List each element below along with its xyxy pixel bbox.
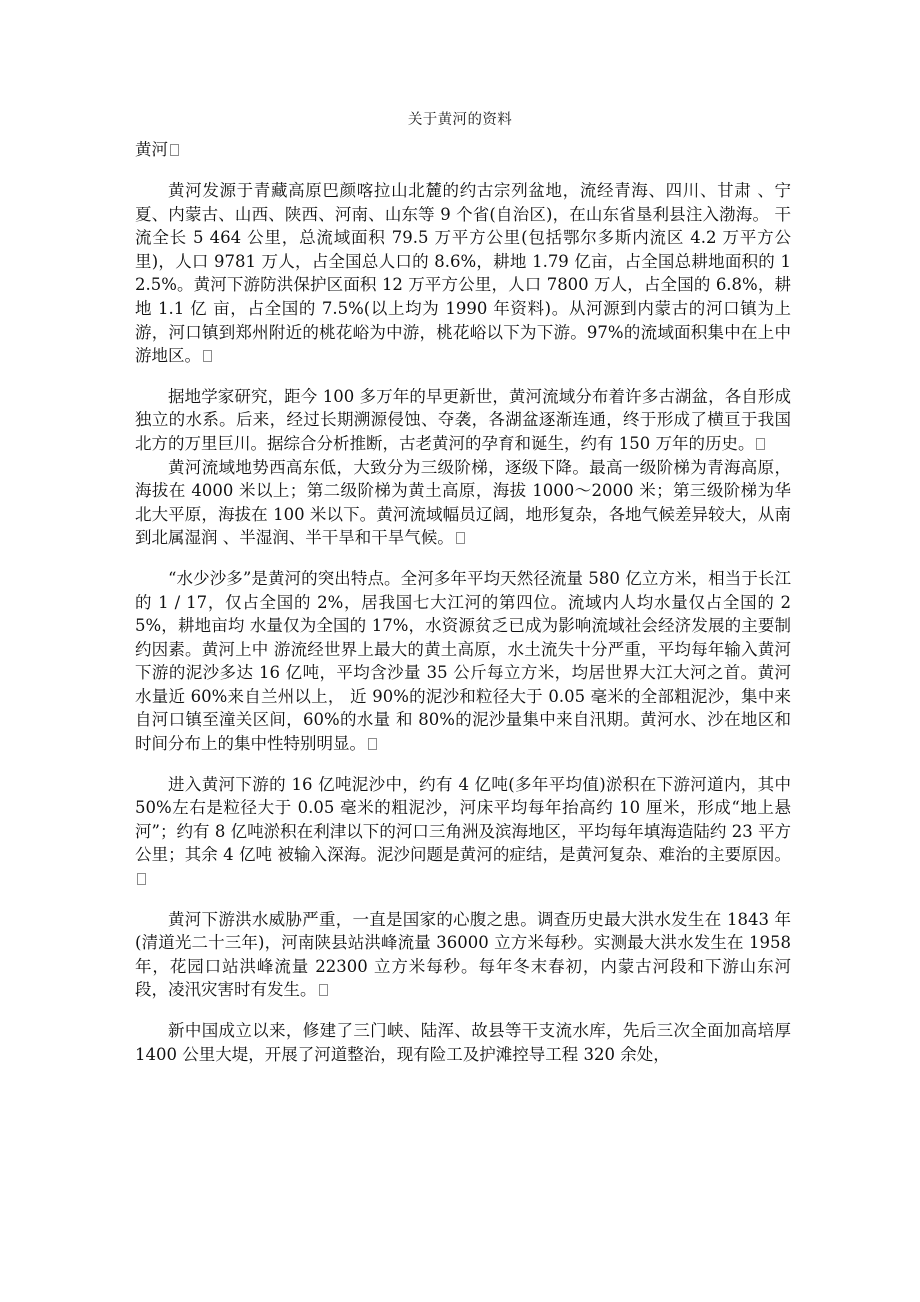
tofu-box-icon — [756, 438, 765, 450]
subheading-text: 黄河 — [135, 140, 168, 159]
paragraph — [135, 456, 791, 550]
page-title: 关于黄河的资料 — [407, 112, 513, 128]
paragraph — [135, 567, 791, 756]
paragraph-text: 进入黄河下游的 16 亿吨泥沙中，约有 4 亿吨(多年平均值)淤积在下游河道内，其中 50%左右是粒径大于 0.05 毫米的粗泥沙，河床平均每年抬高约 10 厘米，形成“地上悬河”；约有 8 亿吨淤积在利津以下的河口三角洲及滨海地区，平均每年填海造陆约 23 平方公里；其余 4 亿吨 被输入深海。泥沙问题是黄河的症结，是黄河复杂、难治的主要原因。 — [135, 774, 791, 865]
tofu-box-icon — [368, 738, 377, 750]
section-subheading — [135, 138, 791, 162]
paragraph-text: 黄河流域地势西高东低，大致分为三级阶梯，逐级下降。最高一级阶梯为青海高原，海拔在 4000 米以上；第二级阶梯为黄土高原，海拔 1000～2000 米；第三级阶梯为华北大平原，海拔在 100 米以下。黄河流域幅员辽阔，地形复杂，各地气候差异较大，从南到北属湿润 、半湿润、半干旱和干旱气候。 — [135, 457, 791, 548]
paragraph-text: 新中国成立以来，修建了三门峡、陆浑、故县等干支流水库，先后三次全面加高培厚 1400 公里大堤，开展了河道整治，现有险工及护滩控导工程 320 余处， — [135, 1021, 791, 1064]
paragraph-text: 黄河发源于青藏高原巴颜喀拉山北麓的约古宗列盆地，流经青海、四川、甘肃 、宁夏、内蒙古、山西、陕西、河南、山东等 9 个省(自治区)，在山东省垦利县注入渤海。 干流全长 5 464 公里，总流域面积 79.5 万平方公里(包括鄂尔多斯内流区 4.2 万平方公里)，人口 9781 万人，占全国总人口的 8.6%，耕地 1.79 亿亩，占全国总耕地面积的 12.5%。黄河下游防洪保护区面积 12 万平方公里，人口 7800 万人，占全国的 6.8%，耕地 1.1 亿 亩，占全国的 7.5%(以上均为 1990 年资料)。从河源到内蒙古的河口镇为上游，河口镇到郑州附近的桃花峪为中游，桃花峪以下为下游。97%的流域面积集中在上中游地区。 — [135, 181, 791, 366]
tofu-box-icon — [203, 350, 212, 362]
tofu-box-icon — [170, 144, 179, 156]
paragraph — [135, 385, 791, 456]
paragraph — [135, 908, 791, 1002]
paragraph-text: 据地学家研究，距今 100 多万年的早更新世，黄河流域分布着许多古湖盆，各自形成独立的水系。后来，经过长期溯源侵蚀、夺袭，各湖盆逐渐连通，终于形成了横亘于我国北方的万里巨川。据综合分析推断，古老黄河的孕育和诞生，约有 150 万年的历史。 — [135, 386, 791, 453]
tofu-box-icon — [137, 873, 146, 885]
paragraph — [135, 179, 791, 368]
paragraph — [135, 773, 791, 891]
paragraph-text: 黄河下游洪水威胁严重，一直是国家的心腹之患。调查历史最大洪水发生在 1843 年(清道光二十三年)，河南陕县站洪峰流量 36000 立方米每秒。实测最大洪水发生在 1958 年，花园口站洪峰流量 22300 立方米每秒。每年冬末春初，内蒙古河段和下游山东河段，凌汛灾害时有发生。 — [135, 909, 791, 1000]
paragraph — [135, 1019, 791, 1066]
paragraph-text: “水少沙多”是黄河的突出特点。全河多年平均天然径流量 580 亿立方米，相当于长江的 1 / 17，仅占全国的 2%，居我国七大江河的第四位。流域内人均水量仅占全国的 25%，耕地亩均 水量仅为全国的 17%，水资源贫乏已成为影响流域社会经济发展的主要制约因素。黄河上中 游流经世界上最大的黄土高原，水土流失十分严重，平均每年输入黄河下游的泥沙多达 16 亿吨，平均含沙量 35 公斤每立方米，均居世界大江大河之首。黄河水量近 60%来自兰州以上， 近 90%的泥沙和粒径大于 0.05 毫米的全部粗泥沙，集中来自河口镇至潼关区间，60%的水量 和 80%的泥沙量集中来自汛期。黄河水、沙在地区和时间分布上的集中性特别明显。 — [135, 568, 791, 754]
tofu-box-icon — [456, 532, 465, 544]
tofu-box-icon — [319, 984, 328, 996]
document-body — [135, 138, 791, 1066]
